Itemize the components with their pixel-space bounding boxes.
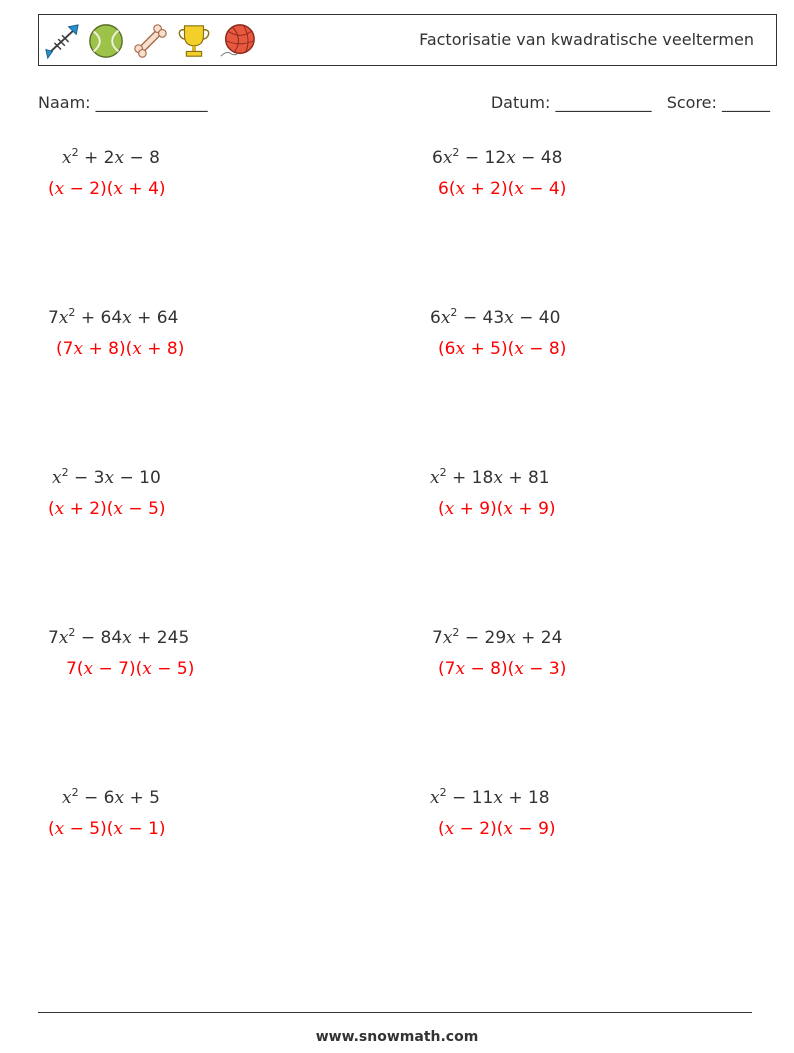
problem-question: $7x^2 - 84x + 245$ bbox=[48, 626, 190, 648]
problem-question: $x^2 - 6x + 5$ bbox=[62, 786, 160, 808]
problem-question: $x^2 + 2x - 8$ bbox=[62, 146, 160, 168]
problem-answer: (x − 5)(x − 1) bbox=[48, 819, 166, 839]
trophy-icon bbox=[175, 22, 213, 60]
name-field bbox=[38, 93, 208, 112]
date-score-field bbox=[491, 93, 770, 112]
problem-answer: (x − 2)(x − 9) bbox=[438, 819, 556, 839]
problem-question: $7x^2 + 64x + 64$ bbox=[48, 306, 179, 328]
yarn-ball-icon bbox=[219, 22, 257, 60]
score-blank: ______ bbox=[722, 93, 770, 112]
problem-answer: (7x + 8)(x + 8) bbox=[56, 339, 185, 359]
worksheet-title: Factorisatie van kwadratische veeltermen bbox=[419, 30, 754, 49]
problem-question: $7x^2 - 29x + 24$ bbox=[432, 626, 563, 648]
bone-icon bbox=[131, 22, 169, 60]
fish-skeleton-icon bbox=[43, 22, 81, 60]
problem-answer: (x + 2)(x − 5) bbox=[48, 499, 166, 519]
icon-strip bbox=[43, 21, 257, 61]
name-label: Naam: bbox=[38, 93, 91, 112]
footer-url: www.snowmath.com bbox=[315, 1029, 479, 1045]
problem-question: $6x^2 - 43x - 40$ bbox=[430, 306, 561, 328]
problem-question: $x^2 - 3x - 10$ bbox=[52, 466, 161, 488]
date-blank: ____________ bbox=[555, 93, 652, 112]
tennis-ball-icon bbox=[87, 22, 125, 60]
name-blank: ______________ bbox=[95, 93, 208, 112]
date-label: Datum: bbox=[490, 93, 551, 112]
problem-question: $x^2 + 18x + 81$ bbox=[430, 466, 550, 488]
problem-answer: 6(x + 2)(x − 4) bbox=[438, 179, 567, 199]
problem-answer: (6x + 5)(x − 8) bbox=[438, 339, 567, 359]
problem-answer: (7x − 8)(x − 3) bbox=[438, 659, 567, 679]
problem-question: $6x^2 - 12x - 48$ bbox=[432, 146, 563, 168]
score-label: Score: bbox=[666, 93, 717, 112]
problem-answer: 7(x − 7)(x − 5) bbox=[66, 659, 195, 679]
header-box bbox=[38, 14, 777, 66]
problem-question: $x^2 - 11x + 18$ bbox=[430, 786, 550, 808]
footer-divider bbox=[38, 1012, 752, 1013]
problem-answer: (x + 9)(x + 9) bbox=[438, 499, 556, 519]
problem-answer: (x − 2)(x + 4) bbox=[48, 179, 166, 199]
